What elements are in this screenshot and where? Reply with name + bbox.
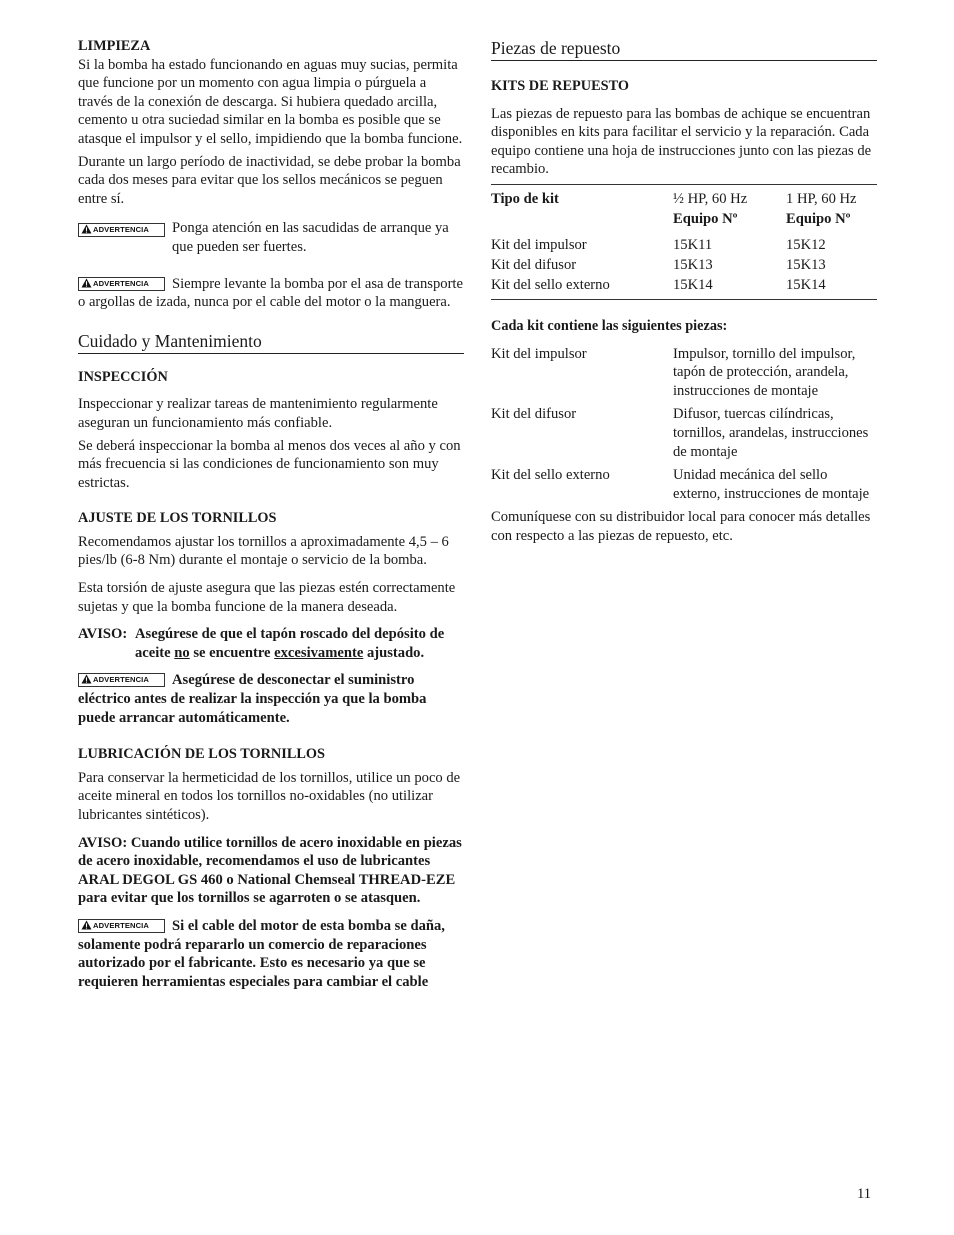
- warning-text-4: Si el cable del motor de esta bomba se daña, solamente podrá repararlo un comercio de reparaciones autorizado por el fabricante. Esto es necesario ya que se requieren herramientas especiales para cambiar el cable: [78, 917, 445, 990]
- table-cell: 15K12: [786, 236, 826, 253]
- kit-description: Unidad mecánica del sello externo, instrucciones de montaje: [673, 467, 870, 502]
- lubricacion-paragraph-1: Para conservar la hermeticidad de los tornillos, utilice un poco de aceite mineral en todos los tornillos no-oxidables (no utilizar lubricantes sintéticos).: [78, 769, 461, 823]
- header-one-hp: 1 HP, 60 Hz: [786, 190, 857, 207]
- warning-triangle-icon: [81, 920, 92, 930]
- warning-triangle-icon: [81, 674, 92, 684]
- inspeccion-paragraph-1: Inspeccionar y realizar tareas de mantenimiento regularmente aseguran un funcionamiento más confiable.: [78, 396, 438, 431]
- warning-text-2: Siempre levante la bomba por el asa de transporte o argollas de izada, nunca por el cable del motor o la manguera.: [78, 275, 463, 311]
- aviso-block-2: AVISO: Cuando utilice tornillos de acero inoxidable en piezas de acero inoxidable, recomendamos el uso de lubricantes ARAL DEGOL GS 460 o National Chemseal THREAD-EZE para evitar que los tornillos se agarroten o se atasquen.: [78, 834, 462, 907]
- lubricacion-heading: LUBRICACIÓN DE LOS TORNILLOS: [78, 746, 325, 763]
- header-half-hp: ½ HP, 60 Hz: [673, 190, 748, 207]
- warning-triangle-icon: [81, 278, 92, 288]
- warning-text-3: Asegúrese de desconectar el suministro eléctrico antes de realizar la inspección ya que la bomba puede arrancar automáticamente.: [78, 672, 427, 726]
- warning-text-1: Ponga atención en las sacudidas de arranque ya que pueden ser fuertes.: [172, 220, 449, 255]
- limpieza-heading: LIMPIEZA: [78, 38, 151, 54]
- table-cell: 15K14: [673, 276, 713, 293]
- table-cell: Kit del sello externo: [491, 276, 610, 293]
- cuidado-section-title: Cuidado y Mantenimiento: [78, 330, 464, 354]
- table-cell: Kit del difusor: [491, 256, 577, 273]
- table-row: [491, 275, 877, 295]
- table-cell: 15K13: [673, 256, 713, 273]
- warning-badge: [78, 673, 165, 687]
- warning-block-3: [78, 671, 464, 727]
- kits-table-wrapper: [491, 184, 877, 300]
- table-cell: 15K14: [786, 276, 826, 293]
- kit-description: Impulsor, tornillo del impulsor, tapón de protección, arandela, instrucciones de montaje: [673, 345, 856, 399]
- header-tipo-de-kit: Tipo de kit: [491, 190, 559, 207]
- table-cell: 15K11: [673, 236, 713, 253]
- warning-badge: [78, 277, 165, 291]
- aviso-label: AVISO:: [78, 626, 128, 643]
- aviso-underline-excesivamente: excesivamente: [274, 644, 364, 661]
- aviso-block-1: [78, 625, 464, 662]
- warning-block-1: [78, 219, 464, 256]
- kits-heading: KITS DE REPUESTO: [491, 78, 629, 94]
- list-item: [491, 345, 877, 401]
- aviso-text-1: [135, 625, 464, 662]
- list-item: [491, 405, 877, 461]
- warning-badge-label: ADVERTENCIA: [93, 675, 149, 685]
- ajuste-paragraph-2: Esta torsión de ajuste asegura que las piezas estén correctamente sujetas y que la bomba funcione de la manera deseada.: [78, 580, 456, 615]
- warning-badge-label: ADVERTENCIA: [93, 225, 149, 235]
- kits-header-cell: [491, 189, 673, 229]
- aviso-underline-no: no: [174, 644, 190, 661]
- inspeccion-heading: INSPECCIÓN: [78, 368, 168, 385]
- warning-badge-label: ADVERTENCIA: [93, 920, 149, 930]
- warning-triangle-icon: [81, 224, 92, 234]
- ajuste-heading: AJUSTE DE LOS TORNILLOS: [78, 510, 277, 527]
- header-equipo: Equipo Nº: [673, 210, 738, 227]
- ajuste-paragraph-1: Recomendamos ajustar los tornillos a aproximadamente 4,5 – 6 pies/lb (6-8 Nm) durante el montaje o servicio de la bomba.: [78, 533, 449, 569]
- table-row: [491, 235, 877, 255]
- list-item: [491, 466, 877, 503]
- kit-name: Kit del sello externo: [491, 467, 610, 484]
- warning-badge: [78, 919, 165, 933]
- contents-heading: Cada kit contiene las siguientes piezas:: [491, 317, 728, 334]
- right-column: [491, 37, 877, 546]
- table-cell: Kit del impulsor: [491, 236, 587, 253]
- warning-block-2: [78, 275, 464, 312]
- table-row: [491, 255, 877, 275]
- kit-name: Kit del difusor: [491, 406, 577, 423]
- piezas-section-title: Piezas de repuesto: [491, 37, 877, 61]
- page-number: 11: [857, 1186, 872, 1202]
- inspeccion-paragraph-2: Se deberá inspeccionar la bomba al menos dos veces al año y con más frecuencia si las condiciones de funcionamiento son muy estrictas.: [78, 437, 461, 491]
- kits-header-cell: [673, 189, 786, 229]
- table-cell: 15K13: [786, 256, 826, 273]
- header-equipo: Equipo Nº: [786, 210, 851, 227]
- aviso-text-part: se encuentre: [189, 644, 275, 661]
- aviso-text-part: ajustado.: [363, 644, 425, 661]
- kits-table-header-row: [491, 189, 877, 229]
- kit-name: Kit del impulsor: [491, 345, 587, 362]
- kit-description: Difusor, tuercas cilíndricas, tornillos, arandelas, instrucciones de montaje: [673, 406, 869, 460]
- warning-badge: [78, 223, 165, 237]
- limpieza-paragraph-2: Durante un largo período de inactividad, se debe probar la bomba cada dos meses para evitar que los sellos mecánicos se peguen entre sí.: [78, 153, 461, 207]
- kits-intro: Las piezas de repuesto para las bombas de achique se encuentran disponibles en kits para facilitar el servicio y la reparación. Cada equipo contiene una hoja de instrucciones junto con las piezas de recambio.: [491, 105, 872, 178]
- left-column: [78, 37, 464, 991]
- contact-paragraph: Comuníquese con su distribuidor local para conocer más detalles con respecto a las piezas de repuesto, etc.: [491, 509, 871, 544]
- warning-block-4: [78, 917, 464, 991]
- kits-table: [491, 189, 877, 295]
- kits-header-cell: [786, 189, 877, 229]
- limpieza-paragraph-1: Si la bomba ha estado funcionando en aguas muy sucias, permita que funcione por un momento con agua limpia o púrguela a través de la conexión de descarga. Si hubiera quedado arcilla, cemento u otra suciedad similar en la bomba es posible que se atasque el impulsor y el sello, impidiendo que la bomba funcione.: [78, 56, 463, 147]
- aviso-text-part: Asegúrese de que el tapón roscado del depósito de aceite: [135, 626, 445, 661]
- warning-badge-label: ADVERTENCIA: [93, 278, 149, 288]
